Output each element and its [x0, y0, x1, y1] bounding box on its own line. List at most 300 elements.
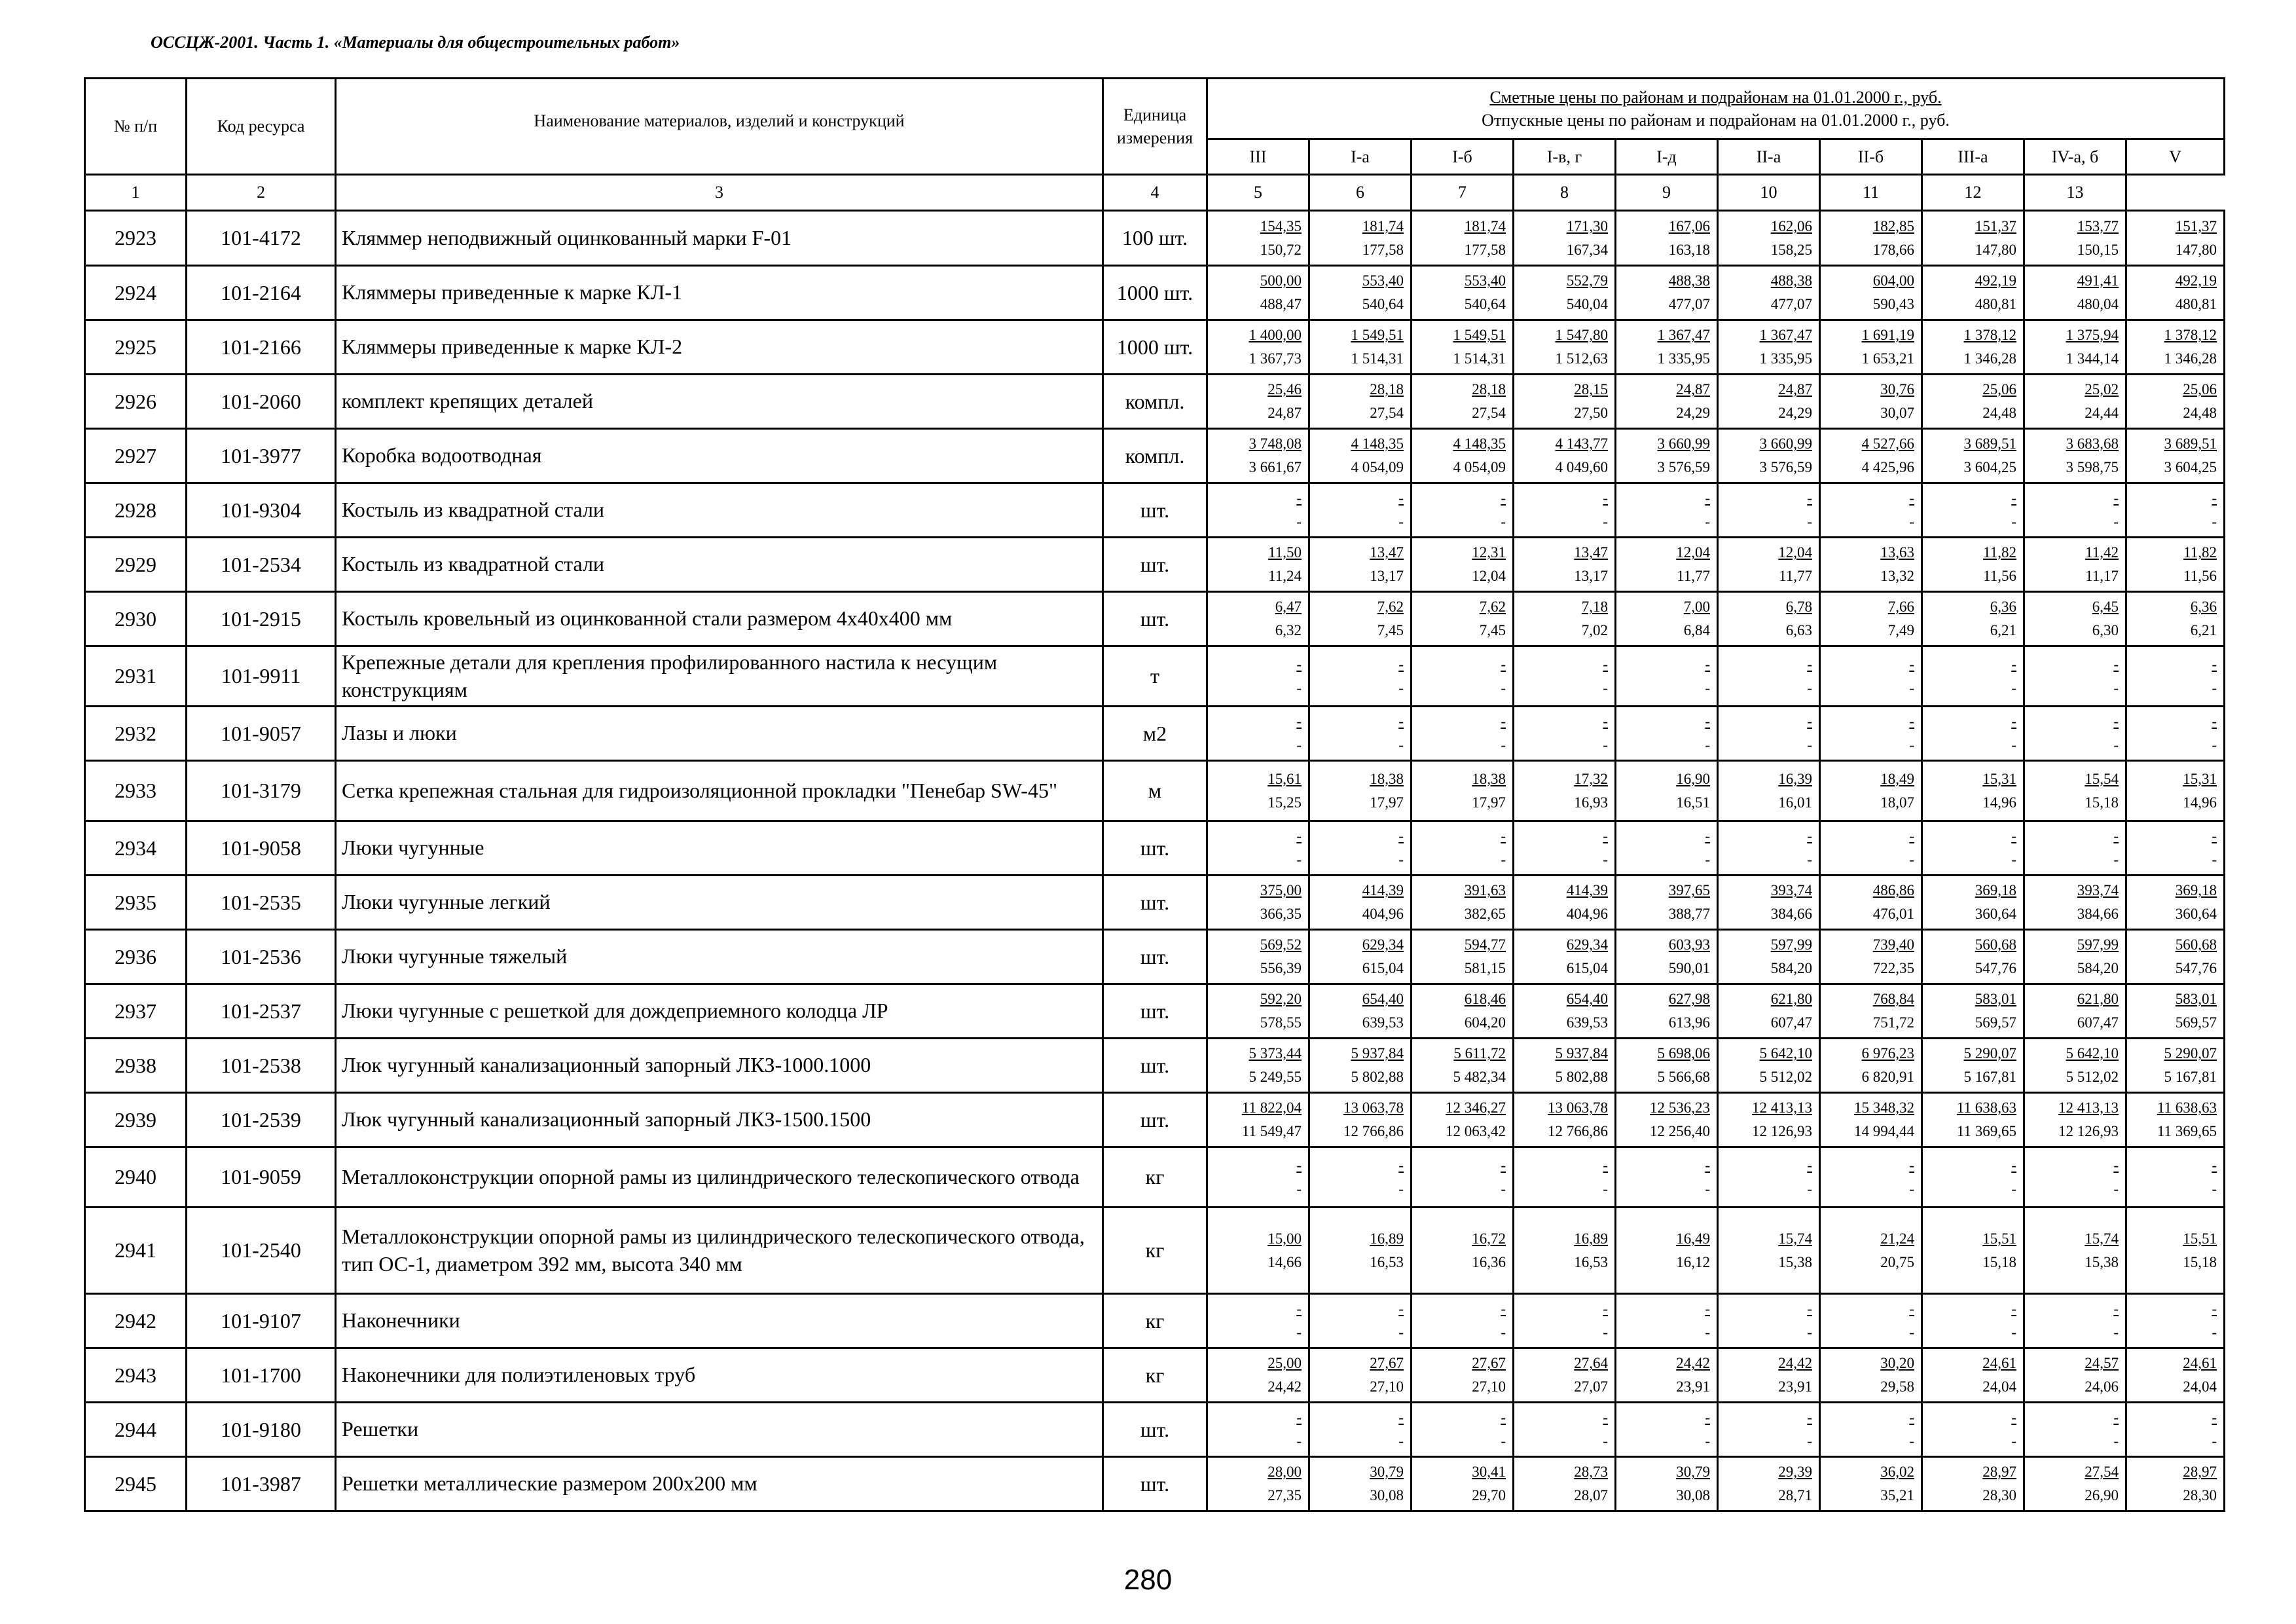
- estimate-price: 153,77: [2077, 217, 2119, 234]
- resource-code: 101-9911: [187, 646, 336, 707]
- estimate-price: 6,47: [1275, 599, 1302, 616]
- release-price: 29,70: [1472, 1487, 1506, 1504]
- release-price: 547,76: [1975, 960, 2016, 976]
- release-price: -: [1398, 1324, 1404, 1340]
- price-cell: [1616, 1208, 1718, 1294]
- release-price: 3 598,75: [2066, 459, 2119, 475]
- release-price: 27,10: [1370, 1378, 1404, 1395]
- price-cell: [1820, 1294, 1922, 1348]
- price-cell: [1820, 1403, 1922, 1457]
- release-price: 27,07: [1574, 1378, 1608, 1395]
- price-cell: [2024, 266, 2126, 320]
- price-cell: [1514, 538, 1616, 592]
- estimate-price: 5 937,84: [1351, 1045, 1404, 1062]
- price-cell: [1820, 707, 1922, 761]
- release-price: -: [1398, 513, 1404, 530]
- price-cell: [1616, 707, 1718, 761]
- price-cell: [1207, 375, 1309, 429]
- price-cell: [1207, 821, 1309, 876]
- release-price: -: [1398, 1180, 1404, 1197]
- price-cell: [1922, 538, 2024, 592]
- release-price: -: [2212, 1180, 2217, 1197]
- release-price: 3 576,59: [1657, 459, 1710, 475]
- price-cell: [1820, 592, 1922, 646]
- release-price: -: [1398, 1433, 1404, 1449]
- table-row: [85, 1039, 2225, 1093]
- resource-code: 101-9180: [187, 1403, 336, 1457]
- estimate-price: 25,00: [1267, 1355, 1302, 1372]
- price-cell: [1922, 1403, 2024, 1457]
- unit-of-measure: шт.: [1103, 592, 1207, 646]
- estimate-price: 414,39: [1362, 882, 1404, 899]
- estimate-price: 4 148,35: [1453, 435, 1506, 452]
- unit-of-measure: кг: [1103, 1294, 1207, 1348]
- release-price: -: [2113, 851, 2119, 868]
- price-cell: [2024, 646, 2126, 707]
- resource-code: 101-9058: [187, 821, 336, 876]
- estimate-price: 583,01: [1975, 991, 2016, 1008]
- resource-code: 101-3987: [187, 1457, 336, 1511]
- estimate-price: -: [2011, 1301, 2016, 1318]
- estimate-price: 391,63: [1464, 882, 1506, 899]
- price-cell: [1514, 1147, 1616, 1208]
- release-price: 480,81: [1975, 296, 2016, 312]
- row-number: 2944: [85, 1403, 187, 1457]
- table-row: [85, 1294, 2225, 1348]
- release-price: 5 167,81: [2164, 1069, 2217, 1085]
- price-cell: [1309, 1348, 1412, 1403]
- estimate-price: 3 683,68: [2066, 435, 2119, 452]
- release-price: -: [1501, 851, 1506, 868]
- release-price: 27,10: [1472, 1378, 1506, 1395]
- row-number: 2941: [85, 1208, 187, 1294]
- price-cell: [1514, 266, 1616, 320]
- release-price: 11,77: [1779, 568, 1812, 584]
- estimate-price: 6 976,23: [1861, 1045, 1914, 1062]
- price-cell: [2024, 761, 2126, 821]
- release-price: 12,04: [1472, 568, 1506, 584]
- estimate-price: -: [2212, 1301, 2217, 1318]
- estimate-price: 1 691,19: [1861, 327, 1914, 344]
- release-price: 16,12: [1676, 1253, 1710, 1270]
- price-cell: [1309, 761, 1412, 821]
- material-name: Металлоконструкции опорной рамы из цилиндрического телескопического отвода, тип ОС-1, диаметром 392 мм, высота 340 мм: [336, 1208, 1103, 1294]
- release-price: 751,72: [1872, 1014, 1914, 1031]
- price-cell: [1718, 1208, 1820, 1294]
- release-price: 3 661,67: [1248, 459, 1302, 475]
- price-cell: [1616, 930, 1718, 984]
- estimate-price: 27,67: [1472, 1355, 1506, 1372]
- release-price: -: [1909, 1324, 1914, 1340]
- column-number: 4: [1103, 175, 1207, 211]
- estimate-price: 15,54: [2085, 770, 2119, 787]
- estimate-price: -: [1296, 1409, 1302, 1426]
- price-cell: [1616, 761, 1718, 821]
- release-price: 360,64: [1975, 906, 2016, 922]
- estimate-price: 592,20: [1260, 991, 1302, 1008]
- estimate-price: 28,18: [1472, 381, 1506, 398]
- header-region: III: [1207, 139, 1309, 175]
- price-cell: [1922, 1457, 2024, 1511]
- row-number: 2934: [85, 821, 187, 876]
- material-name: Костыль из квадратной стали: [336, 483, 1103, 538]
- price-cell: [1718, 429, 1820, 483]
- price-cell: [1514, 707, 1616, 761]
- table-row: [85, 821, 2225, 876]
- release-price: 12 766,86: [1343, 1123, 1404, 1139]
- estimate-price: 552,79: [1566, 272, 1608, 289]
- unit-of-measure: м2: [1103, 707, 1207, 761]
- price-cell: [1207, 592, 1309, 646]
- price-cell: [2126, 1348, 2225, 1403]
- estimate-price: 393,74: [1770, 882, 1812, 899]
- estimate-price: 1 378,12: [2164, 327, 2217, 344]
- table-row: [85, 320, 2225, 375]
- release-price: 404,96: [1566, 906, 1608, 922]
- estimate-price: 182,85: [1872, 217, 1914, 234]
- release-price: 35,21: [1880, 1487, 1914, 1504]
- price-cell: [1820, 761, 1922, 821]
- estimate-price: 768,84: [1872, 991, 1914, 1008]
- column-number: 12: [1922, 175, 2024, 211]
- estimate-price: -: [2011, 713, 2016, 730]
- estimate-price: 11 638,63: [1956, 1099, 2016, 1116]
- table-row: [85, 707, 2225, 761]
- estimate-price: -: [2011, 828, 2016, 845]
- price-cell: [1820, 1093, 1922, 1147]
- unit-of-measure: 100 шт.: [1103, 211, 1207, 266]
- header-name: Наименование материалов, изделий и конструкций: [336, 79, 1103, 175]
- resource-code: 101-2164: [187, 266, 336, 320]
- resource-code: 101-2166: [187, 320, 336, 375]
- release-price: 13,17: [1370, 568, 1404, 584]
- release-price: 5 482,34: [1453, 1069, 1506, 1085]
- price-cell: [1820, 320, 1922, 375]
- unit-of-measure: 1000 шт.: [1103, 266, 1207, 320]
- price-cell: [1412, 876, 1514, 930]
- price-cell: [1514, 592, 1616, 646]
- release-price: 11,24: [1268, 568, 1302, 584]
- release-price: 16,51: [1676, 794, 1710, 811]
- estimate-price: -: [1807, 713, 1812, 730]
- price-cell: [2126, 1457, 2225, 1511]
- estimate-price: -: [1398, 1301, 1404, 1318]
- price-cell: [1718, 1457, 1820, 1511]
- estimate-price: 597,99: [2077, 936, 2119, 953]
- release-price: 23,91: [1676, 1378, 1710, 1395]
- price-cell: [1412, 761, 1514, 821]
- estimate-price: 15 348,32: [1854, 1099, 1914, 1116]
- release-price: 384,66: [1770, 906, 1812, 922]
- release-price: 163,18: [1668, 241, 1710, 258]
- table-row: [85, 984, 2225, 1039]
- price-cell: [1514, 375, 1616, 429]
- price-cell: [1820, 483, 1922, 538]
- material-name: Люки чугунные: [336, 821, 1103, 876]
- unit-of-measure: 1000 шт.: [1103, 320, 1207, 375]
- release-price: 17,97: [1472, 794, 1506, 811]
- price-cell: [1207, 646, 1309, 707]
- release-price: 24,48: [1982, 405, 2016, 421]
- header-price-release: Отпускные цены по районам и подрайонам на 01.01.2000 г., руб.: [1482, 111, 1950, 130]
- price-cell: [1820, 538, 1922, 592]
- release-price: -: [1603, 1324, 1608, 1340]
- estimate-price: 167,06: [1668, 217, 1710, 234]
- release-price: 178,66: [1872, 241, 1914, 258]
- release-price: 607,47: [2077, 1014, 2119, 1031]
- estimate-price: 154,35: [1260, 217, 1302, 234]
- estimate-price: 1 400,00: [1248, 327, 1302, 344]
- estimate-price: 3 748,08: [1248, 435, 1302, 452]
- price-cell: [1207, 1348, 1309, 1403]
- price-cell: [2126, 429, 2225, 483]
- estimate-price: -: [1603, 828, 1608, 845]
- release-price: -: [1705, 851, 1710, 868]
- release-price: -: [1501, 513, 1506, 530]
- price-cell: [1309, 1093, 1412, 1147]
- unit-of-measure: шт.: [1103, 930, 1207, 984]
- column-number: 9: [1616, 175, 1718, 211]
- estimate-price: 569,52: [1260, 936, 1302, 953]
- price-cell: [1309, 375, 1412, 429]
- release-price: 1 344,14: [2066, 350, 2119, 367]
- material-name: Костыль из квадратной стали: [336, 538, 1103, 592]
- price-cell: [1922, 592, 2024, 646]
- estimate-price: 13,63: [1880, 544, 1914, 561]
- resource-code: 101-9107: [187, 1294, 336, 1348]
- release-price: -: [1501, 1433, 1506, 1449]
- release-price: 24,04: [1982, 1378, 2016, 1395]
- release-price: 16,53: [1574, 1253, 1608, 1270]
- table-row: [85, 1093, 2225, 1147]
- estimate-price: 24,42: [1676, 1355, 1710, 1372]
- table-row: [85, 429, 2225, 483]
- release-price: 27,54: [1472, 405, 1506, 421]
- estimate-price: 21,24: [1880, 1230, 1914, 1247]
- price-cell: [1412, 538, 1514, 592]
- release-price: 4 054,09: [1453, 459, 1506, 475]
- release-price: 24,87: [1267, 405, 1302, 421]
- header-no: № п/п: [85, 79, 187, 175]
- price-cell: [1207, 930, 1309, 984]
- release-price: -: [1705, 513, 1710, 530]
- estimate-price: -: [1807, 490, 1812, 507]
- column-number: 7: [1412, 175, 1514, 211]
- release-price: 6,21: [2190, 622, 2217, 638]
- price-cell: [1412, 821, 1514, 876]
- release-price: -: [1807, 513, 1812, 530]
- release-price: 14 994,44: [1854, 1123, 1914, 1139]
- estimate-price: 3 689,51: [1963, 435, 2016, 452]
- estimate-price: 24,61: [2183, 1355, 2217, 1372]
- release-price: 7,02: [1581, 622, 1608, 638]
- row-number: 2938: [85, 1039, 187, 1093]
- price-cell: [1309, 320, 1412, 375]
- price-cell: [1207, 984, 1309, 1039]
- resource-code: 101-9304: [187, 483, 336, 538]
- estimate-price: -: [1501, 1301, 1506, 1318]
- release-price: 167,34: [1566, 241, 1608, 258]
- price-cell: [2126, 266, 2225, 320]
- price-cell: [1207, 1147, 1309, 1208]
- resource-code: 101-2538: [187, 1039, 336, 1093]
- price-cell: [2024, 1457, 2126, 1511]
- release-price: -: [2113, 513, 2119, 530]
- estimate-price: 28,97: [1982, 1464, 2016, 1481]
- price-cell: [2024, 1403, 2126, 1457]
- material-name: Крепежные детали для крепления профилированного настила к несущим конструкциям: [336, 646, 1103, 707]
- estimate-price: 7,66: [1887, 599, 1914, 616]
- price-cell: [1718, 1403, 1820, 1457]
- material-name: Костыль кровельный из оцинкованной стали размером 4х40х400 мм: [336, 592, 1103, 646]
- release-price: 12 126,93: [2058, 1123, 2119, 1139]
- release-price: 147,80: [1975, 241, 2016, 258]
- estimate-price: 12,04: [1778, 544, 1812, 561]
- release-price: 584,20: [1770, 960, 1812, 976]
- estimate-price: 500,00: [1260, 272, 1302, 289]
- estimate-price: 369,18: [2175, 882, 2217, 899]
- price-cell: [1820, 1208, 1922, 1294]
- estimate-price: 24,87: [1676, 381, 1710, 398]
- release-price: -: [1807, 1433, 1812, 1449]
- price-cell: [1718, 707, 1820, 761]
- unit-of-measure: шт.: [1103, 1457, 1207, 1511]
- release-price: -: [1603, 513, 1608, 530]
- material-name: Люки чугунные тяжелый: [336, 930, 1103, 984]
- estimate-price: 654,40: [1566, 991, 1608, 1008]
- estimate-price: 627,98: [1668, 991, 1710, 1008]
- release-price: -: [1296, 737, 1302, 753]
- estimate-price: 1 367,47: [1759, 327, 1812, 344]
- price-cell: [2024, 876, 2126, 930]
- material-name: Решетки металлические размером 200х200 мм: [336, 1457, 1103, 1511]
- release-price: 15,25: [1267, 794, 1302, 811]
- estimate-price: 11 822,04: [1241, 1099, 1302, 1116]
- price-cell: [1207, 707, 1309, 761]
- price-cell: [1207, 1403, 1309, 1457]
- estimate-price: 25,06: [1982, 381, 2016, 398]
- release-price: -: [1603, 851, 1608, 868]
- material-name: Кляммеры приведенные к марке КЛ-2: [336, 320, 1103, 375]
- release-price: 28,07: [1574, 1487, 1608, 1504]
- price-cell: [1718, 646, 1820, 707]
- row-number: 2927: [85, 429, 187, 483]
- price-cell: [1718, 1348, 1820, 1403]
- price-cell: [2024, 1208, 2126, 1294]
- release-price: -: [1909, 513, 1914, 530]
- release-price: 590,01: [1668, 960, 1710, 976]
- release-price: 6 820,91: [1861, 1069, 1914, 1085]
- release-price: 584,20: [2077, 960, 2119, 976]
- price-table: [84, 77, 2225, 1512]
- release-price: -: [1296, 679, 1302, 696]
- release-price: 24,48: [2183, 405, 2217, 421]
- price-cell: [1207, 1208, 1309, 1294]
- release-price: 11,56: [1983, 568, 2016, 584]
- release-price: 1 335,95: [1657, 350, 1710, 367]
- estimate-price: -: [1398, 1156, 1404, 1173]
- price-cell: [1820, 930, 1922, 984]
- estimate-price: 12 413,13: [2058, 1099, 2119, 1116]
- release-price: -: [1807, 1324, 1812, 1340]
- release-price: -: [1807, 737, 1812, 753]
- estimate-price: -: [1296, 490, 1302, 507]
- table-row: [85, 1208, 2225, 1294]
- price-cell: [1514, 930, 1616, 984]
- release-price: -: [1807, 1180, 1812, 1197]
- price-cell: [1820, 1348, 1922, 1403]
- price-cell: [1820, 266, 1922, 320]
- price-cell: [1514, 646, 1616, 707]
- estimate-price: 15,74: [2085, 1230, 2119, 1247]
- price-cell: [2126, 1147, 2225, 1208]
- estimate-price: 5 642,10: [1759, 1045, 1812, 1062]
- estimate-price: -: [2011, 655, 2016, 673]
- table-row: [85, 1147, 2225, 1208]
- estimate-price: 11,50: [1268, 544, 1302, 561]
- estimate-price: 5 611,72: [1453, 1045, 1506, 1062]
- release-price: -: [1705, 1180, 1710, 1197]
- resource-code: 101-9057: [187, 707, 336, 761]
- release-price: -: [2113, 1433, 2119, 1449]
- price-cell: [1309, 1457, 1412, 1511]
- row-number: 2931: [85, 646, 187, 707]
- release-price: 5 512,02: [2066, 1069, 2119, 1085]
- release-price: 27,50: [1574, 405, 1608, 421]
- release-price: 477,07: [1668, 296, 1710, 312]
- release-price: 11 369,65: [2157, 1123, 2217, 1139]
- estimate-price: -: [2011, 1409, 2016, 1426]
- estimate-price: 12 413,13: [1752, 1099, 1812, 1116]
- header-region: III-а: [1922, 139, 2024, 175]
- release-price: 388,77: [1668, 906, 1710, 922]
- release-price: -: [2011, 851, 2016, 868]
- estimate-price: 25,06: [2183, 381, 2217, 398]
- release-price: 15,18: [2085, 794, 2119, 811]
- price-cell: [2024, 984, 2126, 1039]
- estimate-price: 397,65: [1668, 882, 1710, 899]
- row-number: 2926: [85, 375, 187, 429]
- release-price: -: [1909, 1180, 1914, 1197]
- estimate-price: -: [1603, 655, 1608, 673]
- price-cell: [1616, 1457, 1718, 1511]
- estimate-price: -: [1296, 1301, 1302, 1318]
- price-cell: [1309, 876, 1412, 930]
- release-price: 1 346,28: [1963, 350, 2016, 367]
- release-price: -: [2113, 1180, 2119, 1197]
- estimate-price: 13,47: [1574, 544, 1608, 561]
- release-price: 11 369,65: [1956, 1123, 2016, 1139]
- release-price: 14,66: [1267, 1253, 1302, 1270]
- estimate-price: -: [1705, 490, 1710, 507]
- table-row: [85, 483, 2225, 538]
- price-cell: [1207, 1093, 1309, 1147]
- price-cell: [1412, 211, 1514, 266]
- price-cell: [2024, 538, 2126, 592]
- header-region: V: [2126, 139, 2225, 175]
- release-price: 15,38: [2085, 1253, 2119, 1270]
- estimate-price: 6,78: [1785, 599, 1812, 616]
- header-code: Код ресурса: [187, 79, 336, 175]
- release-price: 12 063,42: [1446, 1123, 1506, 1139]
- estimate-price: -: [1909, 490, 1914, 507]
- table-row: [85, 1348, 2225, 1403]
- estimate-price: -: [1296, 1156, 1302, 1173]
- price-cell: [1309, 592, 1412, 646]
- release-price: 556,39: [1260, 960, 1302, 976]
- estimate-price: 11,42: [2085, 544, 2119, 561]
- estimate-price: -: [1909, 713, 1914, 730]
